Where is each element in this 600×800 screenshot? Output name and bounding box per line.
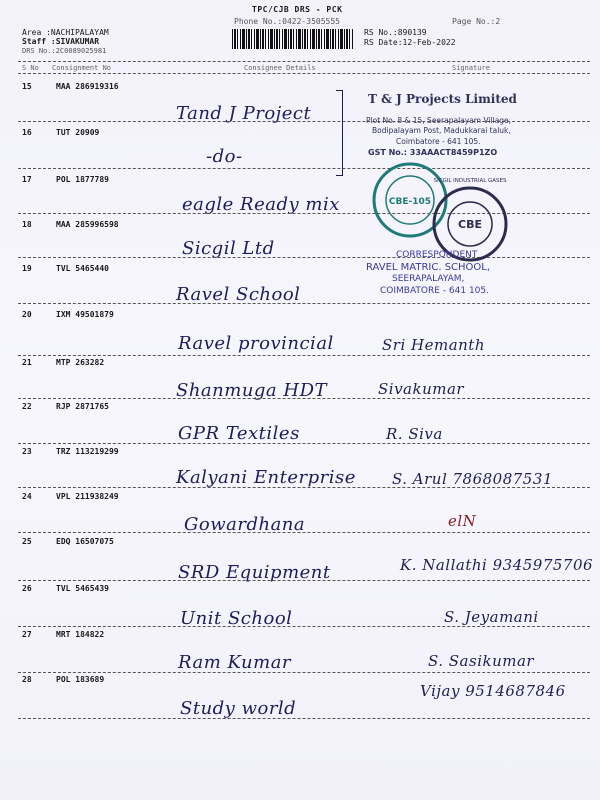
row-consignment: MAA 285996598 <box>56 220 119 229</box>
handwritten-bracket <box>336 90 343 176</box>
row-signature: K. Nallathi 9345975706 <box>400 556 594 574</box>
row-sno: 16 <box>22 128 32 137</box>
row-consignee: Shanmuga HDT <box>176 380 328 401</box>
row-signature: R. Siva <box>386 425 443 443</box>
row-divider <box>18 672 590 673</box>
row-consignee: -do- <box>206 146 243 167</box>
row-divider <box>18 398 590 399</box>
row-signature: S. Sasikumar <box>428 652 535 670</box>
phone-number: Phone No.:0422-3505555 <box>234 17 340 26</box>
rs-date: RS Date:12-Feb-2022 <box>364 38 456 47</box>
row-consignee: Tand J Project <box>176 103 312 124</box>
row-consignment: TRZ 113219299 <box>56 447 119 456</box>
row-sno: 15 <box>22 82 32 91</box>
row-consignee: Ravel provincial <box>178 333 334 354</box>
seal-outer-text: SICGIL INDUSTRIAL GASES <box>433 178 507 184</box>
page-number: Page No.:2 <box>452 17 501 26</box>
row-consignee: GPR Textiles <box>178 423 300 444</box>
page-footer <box>0 770 600 800</box>
row-sno: 19 <box>22 264 32 273</box>
row-divider <box>18 355 590 356</box>
company-stamp-name: T & J Projects Limited <box>368 92 517 106</box>
row-consignment: MRT 184822 <box>56 630 105 639</box>
row-consignment: EDQ 16507075 <box>56 537 114 546</box>
row-sno: 24 <box>22 492 32 501</box>
row-sno: 25 <box>22 537 32 546</box>
row-divider <box>18 718 590 719</box>
row-signature: Sri Hemanth <box>382 336 485 354</box>
column-header-sno: S No <box>22 64 39 72</box>
row-divider <box>18 626 590 627</box>
seal-city-text: CBE <box>458 218 482 231</box>
row-consignee: Ram Kumar <box>178 652 292 673</box>
row-consignment: POL 1877789 <box>56 175 109 184</box>
area-label: Area :NACHIPALAYAM <box>22 28 109 37</box>
row-sno: 18 <box>22 220 32 229</box>
drs-number: DRS No.:2C0089025981 <box>22 47 107 55</box>
column-header-signature: Signature <box>452 64 490 72</box>
row-consignment: TVL 5465439 <box>56 584 109 593</box>
row-divider <box>18 580 590 581</box>
row-sno: 27 <box>22 630 32 639</box>
school-stamp-place: SEERAPALAYAM, <box>392 274 465 284</box>
company-stamp-address-2: Bodipalayam Post, Madukkarai taluk, <box>372 126 511 135</box>
row-consignee: Unit School <box>180 608 293 629</box>
column-header-consignment: Consignment No <box>52 64 112 72</box>
row-consignee: Sicgil Ltd <box>182 238 275 259</box>
row-signature: Vijay 9514687846 <box>420 682 566 700</box>
row-signature: elN <box>448 512 477 530</box>
column-header-divider <box>18 73 590 74</box>
row-sno: 22 <box>22 402 32 411</box>
sheet-title: TPC/CJB DRS - PCK <box>252 5 343 14</box>
row-signature: S. Arul 7868087531 <box>392 470 553 488</box>
row-consignee: eagle Ready mix <box>182 194 340 215</box>
row-sno: 17 <box>22 175 32 184</box>
row-consignee: Kalyani Enterprise <box>176 467 356 488</box>
row-consignee: Study world <box>180 698 297 719</box>
row-sno: 20 <box>22 310 32 319</box>
school-stamp-name: RAVEL MATRIC. SCHOOL, <box>366 262 491 273</box>
row-divider <box>18 303 590 304</box>
barcode-image <box>232 29 354 49</box>
row-consignment: RJP 2871765 <box>56 402 109 411</box>
row-consignment: TVL 5465440 <box>56 264 109 273</box>
staff-label: Staff :SIVAKUMAR <box>22 37 100 46</box>
row-consignment: VPL 211938249 <box>56 492 119 501</box>
row-sno: 28 <box>22 675 32 684</box>
row-consignment: TUT 20909 <box>56 128 100 137</box>
column-header-consignee: Consignee Details <box>244 64 316 72</box>
row-signature: S. Jeyamani <box>444 608 539 626</box>
company-stamp-address-1: Plot No. 8 & 15, Seerapalayam Village, <box>366 116 512 125</box>
row-consignment: MTP 263282 <box>56 358 105 367</box>
row-signature: Sivakumar <box>378 380 465 398</box>
school-stamp-title: CORRESPONDENT <box>396 250 478 260</box>
seal-inner-text: CBE-105 <box>388 197 432 207</box>
company-stamp-address-3: Coimbatore - 641 105. <box>396 137 481 146</box>
row-consignee: SRD Equipment <box>178 562 331 583</box>
company-stamp-gst: GST No.: 33AAACT8459P1ZO <box>368 148 498 157</box>
row-sno: 23 <box>22 447 32 456</box>
row-divider <box>18 532 590 533</box>
row-divider <box>18 487 590 488</box>
rs-number: RS No.:890139 <box>364 28 427 37</box>
row-consignee: Gowardhana <box>184 514 306 535</box>
row-consignee: Ravel School <box>176 284 301 305</box>
row-divider <box>18 443 590 444</box>
row-consignment: POL 183689 <box>56 675 105 684</box>
row-sno: 21 <box>22 358 32 367</box>
row-sno: 26 <box>22 584 32 593</box>
header-divider <box>18 61 590 62</box>
row-consignment: IXM 49501879 <box>56 310 114 319</box>
school-stamp-city: COIMBATORE - 641 105. <box>380 286 489 296</box>
row-consignment: MAA 286919316 <box>56 82 119 91</box>
